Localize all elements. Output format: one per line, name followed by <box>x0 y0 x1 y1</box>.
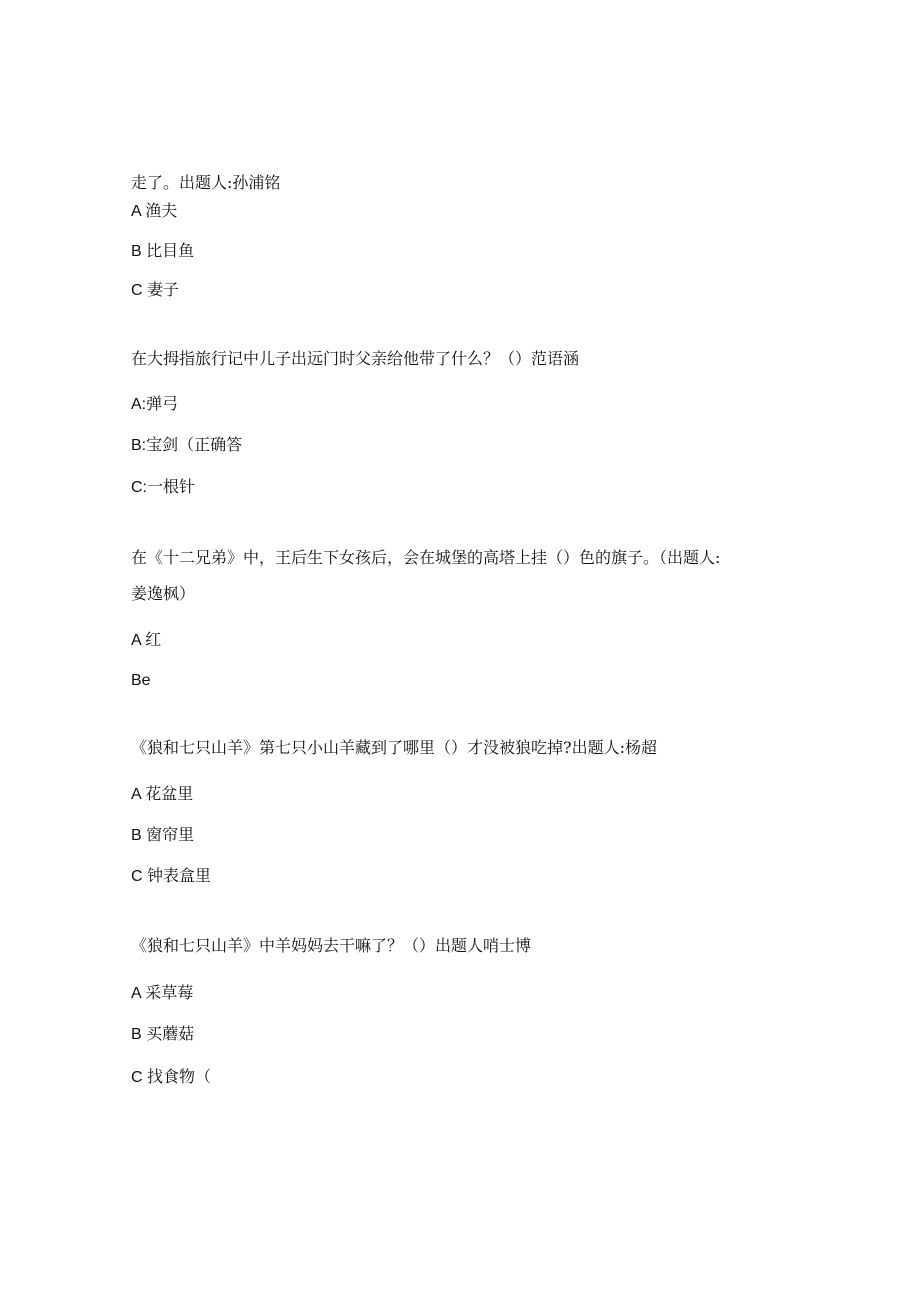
option-a: A 红 <box>131 632 162 649</box>
question-stem: 在大拇指旅行记中儿子出远门时父亲给他带了什么？（）范语涵 <box>131 349 580 368</box>
question-stem-tail: 走了。出题人:孙浦铭 <box>131 173 281 192</box>
option-b: B 比目鱼 <box>131 243 195 260</box>
option-c: C 找食物（ <box>131 1069 212 1086</box>
question-stem: 《狼和七只山羊》中羊妈妈去干嘛了？（）出题人哨士博 <box>131 936 532 955</box>
option-c: C 妻子 <box>131 282 180 299</box>
option-c: C:一根针 <box>131 479 196 496</box>
option-b: B 买蘑菇 <box>131 1026 195 1043</box>
option-b: B:宝剑（正确答 <box>131 437 243 454</box>
option-b: Be <box>131 672 151 689</box>
question-stem: 《狼和七只山羊》第七只小山羊藏到了哪里（）才没被狼吃掉?出题人:杨超 <box>131 738 657 757</box>
option-a: A 采草莓 <box>131 985 194 1002</box>
option-c: C 钟表盒里 <box>131 868 212 885</box>
question-stem-line-1: 在《十二兄弟》中，王后生下女孩后，会在城堡的高塔上挂（）色的旗子。（出题人: <box>131 548 721 567</box>
option-a: A 渔夫 <box>131 203 178 220</box>
question-stem-line-2: 姜逸枫） <box>131 584 196 603</box>
option-a: A:弹弓 <box>131 396 179 413</box>
option-b: B 窗帘里 <box>131 827 195 844</box>
option-a: A 花盆里 <box>131 786 194 803</box>
